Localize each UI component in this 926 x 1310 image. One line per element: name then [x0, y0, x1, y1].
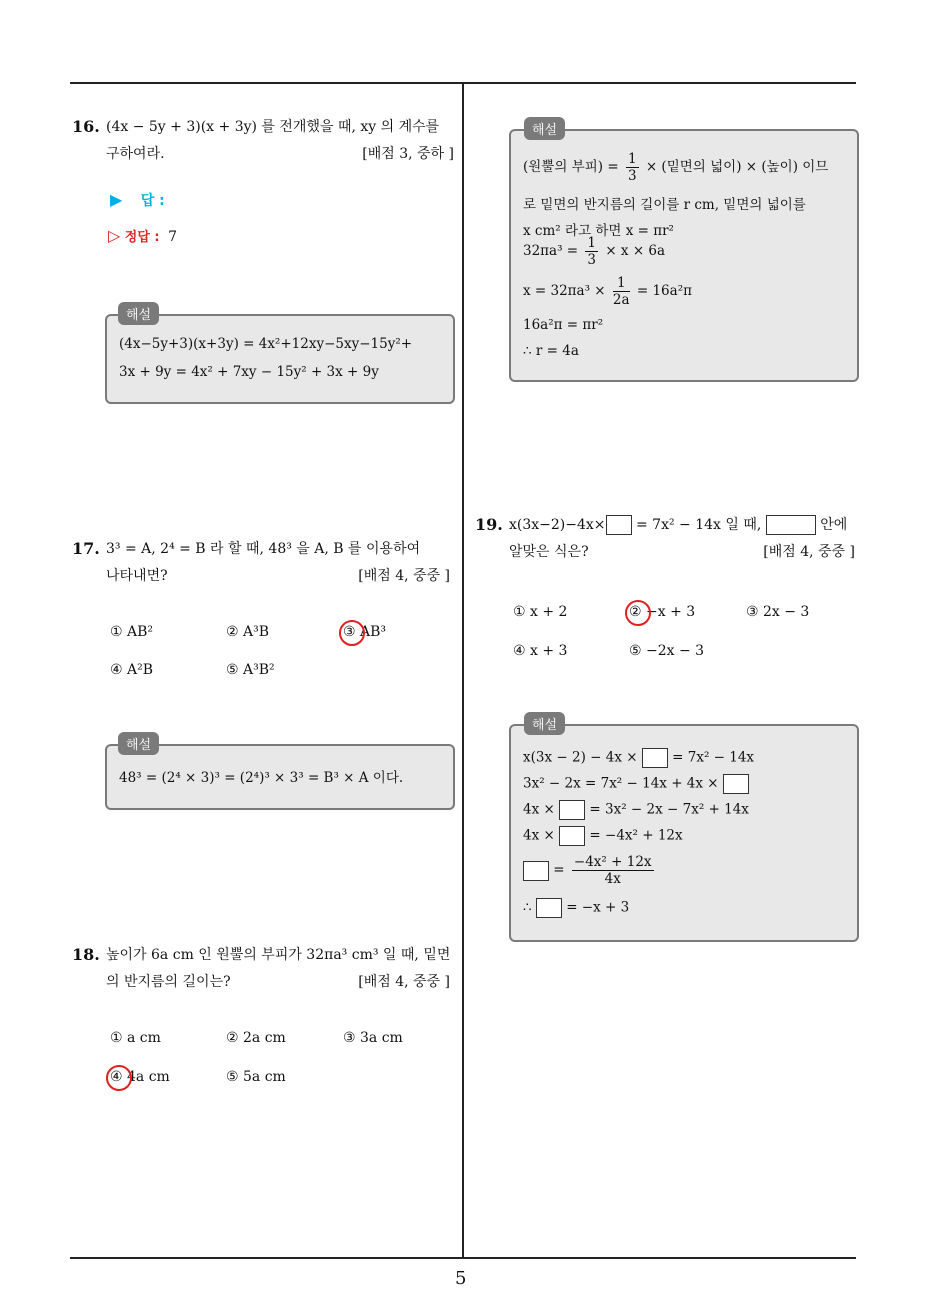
explanation-line: ∴ r = 4a [523, 343, 579, 359]
selected-answer-mark [106, 1065, 132, 1091]
column-divider [462, 84, 464, 1258]
explanation-line: 4x × = −4x² + 12x [523, 826, 683, 846]
question-number: 19. [475, 515, 503, 534]
outline-play-icon: ▷ [108, 226, 121, 245]
explanation-line: (원뿔의 부피) = $\frac{1}{3}$ × (밑면의 넓이) × (높이) 이므 [523, 151, 829, 184]
correct-answer-value: 7 [168, 229, 177, 245]
explanation-tag: 해설 [118, 732, 159, 755]
explanation-line: 16a²π = πr² [523, 317, 604, 333]
question-text: (4x − 5y + 3)(x + 3y) 를 전개했을 때, xy 의 계수를 [106, 119, 440, 135]
explanation-line: x = 32πa³ × $\frac{1}{2a}$ = 16a²π [523, 275, 692, 308]
explanation-line: 32πa³ = $\frac{1}{3}$ × x × 6a [523, 235, 666, 268]
explanation-box-19 [509, 724, 859, 942]
question-number: 18. [72, 945, 100, 964]
explanation-tag: 해설 [524, 712, 565, 735]
choice-1[interactable]: ① AB² [110, 624, 154, 640]
choice-1[interactable]: ① x + 2 [513, 604, 568, 620]
question-meta: [배점 4, 중중 ] [358, 974, 450, 990]
question-text: 구하여라. [106, 146, 165, 162]
choice-2[interactable]: ② A³B [226, 624, 270, 640]
explanation-line: 3x² − 2x = 7x² − 14x + 4x × [523, 774, 749, 794]
explanation-line: ∴ = −x + 3 [523, 898, 629, 918]
page-number: 5 [455, 1268, 467, 1289]
question-text: 나타내면? [106, 568, 168, 584]
question-meta: [배점 4, 중중 ] [763, 544, 855, 560]
question-16 [72, 114, 456, 174]
explanation-line: = $\frac{\text{−4x² + 12x}}{4x}$ [523, 854, 657, 887]
question-number: 17. [72, 539, 100, 558]
blank-box [606, 515, 632, 535]
question-17 [72, 536, 456, 596]
answer-row [110, 190, 165, 210]
choice-2[interactable]: ② −x + 3 [629, 604, 696, 620]
choice-5[interactable]: ⑤ 5a cm [226, 1069, 286, 1085]
choice-1[interactable]: ① a cm [110, 1030, 161, 1046]
choice-3[interactable]: ③ 2x − 3 [746, 604, 810, 620]
explanation-box-17 [105, 744, 455, 810]
choice-3[interactable]: ③ AB³ [343, 624, 387, 640]
question-text: 높이가 6a cm 인 원뿔의 부피가 32πa³ cm³ 일 때, 밑면 [106, 947, 451, 963]
question-text: 알맞은 식은? [509, 544, 589, 560]
explanation-tag: 해설 [118, 302, 159, 325]
question-18 [72, 942, 456, 1002]
explanation-line: 4x × = 3x² − 2x − 7x² + 14x [523, 800, 749, 820]
explanation-line: (4x−5y+3)(x+3y) = 4x²+12xy−5xy−15y²+ [119, 336, 413, 352]
selected-answer-mark [625, 600, 651, 626]
explanation-line: 로 밑면의 반지름의 길이를 r cm, 밑면의 넓이를 [523, 197, 806, 213]
explanation-line: x(3x − 2) − 4x × = 7x² − 14x [523, 748, 754, 768]
choice-5[interactable]: ⑤ −2x − 3 [629, 643, 705, 659]
blank-box [766, 515, 816, 535]
question-text: 의 반지름의 길이는? [106, 974, 231, 990]
question-19 [475, 512, 860, 572]
explanation-line: 48³ = (2⁴ × 3)³ = (2⁴)³ × 3³ = B³ × A 이다. [119, 770, 404, 786]
choice-4[interactable]: ④ 4a cm [110, 1069, 170, 1085]
choice-4[interactable]: ④ A²B [110, 662, 154, 678]
question-text: x(3x−2)−4x× = 7x² − 14x 일 때, 안에 [509, 517, 848, 533]
explanation-line: x cm² 라고 하면 x = πr² [523, 223, 674, 239]
question-number: 16. [72, 117, 100, 136]
explanation-box-16 [105, 314, 455, 404]
explanation-tag: 해설 [524, 117, 565, 140]
bottom-rule [70, 1257, 856, 1259]
question-meta: [배점 4, 중중 ] [358, 568, 450, 584]
correct-answer-row [108, 226, 177, 245]
choice-5[interactable]: ⑤ A³B² [226, 662, 275, 678]
choice-2[interactable]: ② 2a cm [226, 1030, 286, 1046]
question-meta: [배점 3, 중하 ] [362, 146, 454, 162]
question-text: 3³ = A, 2⁴ = B 라 할 때, 48³ 을 A, B 를 이용하여 [106, 541, 421, 557]
explanation-line: 3x + 9y = 4x² + 7xy − 15y² + 3x + 9y [119, 364, 379, 380]
choice-4[interactable]: ④ x + 3 [513, 643, 568, 659]
choice-3[interactable]: ③ 3a cm [343, 1030, 403, 1046]
play-icon: ▶ [110, 190, 123, 209]
selected-answer-mark [339, 620, 365, 646]
explanation-box-18 [509, 129, 859, 382]
answer-label: 답 : [140, 193, 165, 209]
correct-label: 정답 : [124, 230, 160, 245]
